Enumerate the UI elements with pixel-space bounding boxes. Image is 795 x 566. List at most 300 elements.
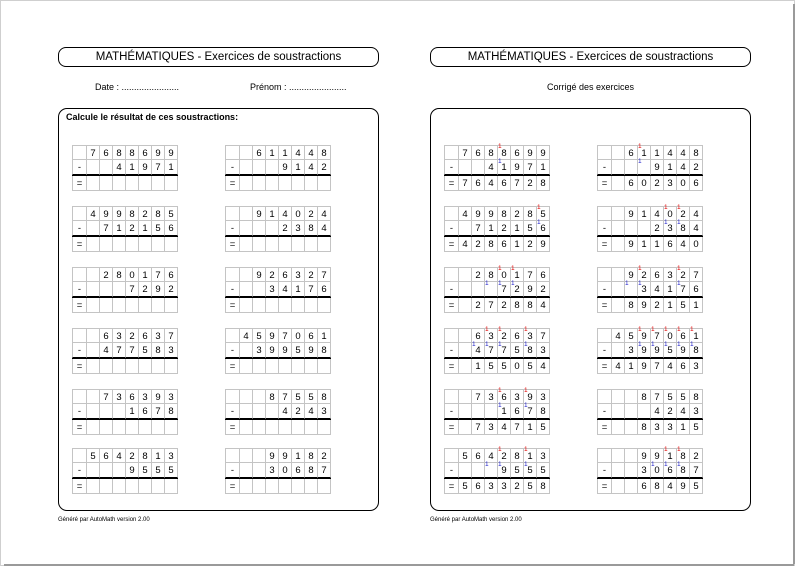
digit-cell	[240, 145, 253, 160]
digit-cell: 8	[305, 221, 318, 236]
digit-cell: 7	[511, 176, 524, 191]
result-row	[225, 420, 331, 435]
digit-cell: 1	[126, 160, 139, 175]
carry-mark: 1	[677, 280, 681, 287]
digit-cell: 3	[165, 389, 178, 404]
carry-mark: 1	[511, 280, 515, 287]
digit-cell	[240, 359, 253, 374]
correction-8	[597, 328, 703, 374]
digit-cell: 3	[651, 420, 664, 435]
operator-cell	[597, 145, 612, 160]
digit-cell: 4	[498, 420, 511, 435]
digit-cell: 2 1	[677, 206, 690, 221]
operator-cell	[597, 206, 612, 221]
digit-cell: 5	[511, 343, 524, 358]
operator-cell: =	[72, 420, 87, 435]
borrow-mark: 1	[498, 143, 502, 150]
digit-cell: 9	[126, 463, 139, 478]
carry-mark: 1	[677, 341, 681, 348]
digit-cell: 8	[638, 420, 651, 435]
minuend-row	[444, 328, 550, 343]
operator-cell: =	[225, 420, 240, 435]
borrow-mark: 1	[537, 204, 541, 211]
digit-cell: 4	[664, 145, 677, 160]
digit-cell: 9	[152, 389, 165, 404]
digit-cell: 1	[651, 237, 664, 252]
digit-cell	[305, 176, 318, 191]
borrow-mark: 1	[677, 265, 681, 272]
minuend-row	[225, 389, 331, 404]
digit-cell	[266, 221, 279, 236]
digit-cell	[126, 420, 139, 435]
borrow-mark: 1	[485, 326, 489, 333]
digit-cell: 9	[625, 237, 638, 252]
result-row	[225, 359, 331, 374]
digit-cell: 6	[472, 328, 485, 343]
digit-cell: 2	[690, 160, 703, 175]
digit-cell: 3	[664, 420, 677, 435]
digit-cell: 7	[472, 221, 485, 236]
operator-cell	[72, 328, 87, 343]
digit-cell	[87, 404, 100, 419]
digit-cell: 4	[651, 404, 664, 419]
digit-cell: 3	[638, 463, 651, 478]
digit-cell: 2	[279, 221, 292, 236]
digit-cell: 5 1	[664, 343, 677, 358]
operator-cell: =	[72, 359, 87, 374]
digit-cell: 5	[664, 389, 677, 404]
digit-cell: 0	[126, 267, 139, 282]
digit-cell	[87, 479, 100, 494]
digit-cell	[100, 237, 113, 252]
digit-cell	[472, 160, 485, 175]
digit-cell: 9	[638, 359, 651, 374]
digit-cell	[638, 404, 651, 419]
digit-cell	[165, 359, 178, 374]
operator-cell	[225, 206, 240, 221]
digit-cell: 5	[537, 463, 550, 478]
digit-cell: 5	[305, 389, 318, 404]
digit-cell	[113, 282, 126, 297]
digit-cell: 9	[266, 343, 279, 358]
digit-cell: 2	[318, 160, 331, 175]
digit-cell: 8	[126, 145, 139, 160]
operator-cell: -	[72, 282, 87, 297]
subtrahend-row	[597, 282, 703, 298]
digit-cell	[318, 237, 331, 252]
digit-cell: 0	[638, 176, 651, 191]
digit-cell	[625, 463, 638, 478]
digit-cell	[253, 404, 266, 419]
subtrahend-row	[72, 463, 178, 479]
digit-cell: 7	[305, 282, 318, 297]
digit-cell: 4	[537, 359, 550, 374]
digit-cell: 1	[537, 160, 550, 175]
minuend-row	[444, 145, 550, 160]
correction-2	[597, 145, 703, 191]
digit-cell: 8	[537, 404, 550, 419]
digit-cell: 9	[625, 267, 638, 282]
digit-cell: 7	[152, 267, 165, 282]
digit-cell: 3	[292, 267, 305, 282]
operator-cell: =	[444, 420, 459, 435]
operator-cell: =	[597, 479, 612, 494]
digit-cell: 5	[152, 463, 165, 478]
digit-cell: 6	[625, 176, 638, 191]
digit-cell	[113, 463, 126, 478]
digit-cell	[292, 479, 305, 494]
operator-cell: -	[597, 221, 612, 236]
digit-cell	[459, 221, 472, 236]
digit-cell	[612, 298, 625, 313]
operator-cell	[597, 389, 612, 404]
digit-cell	[625, 420, 638, 435]
digit-cell: 2	[472, 298, 485, 313]
operator-cell: -	[225, 221, 240, 236]
digit-cell: 6	[472, 448, 485, 463]
digit-cell: 4	[318, 206, 331, 221]
digit-cell: 7	[279, 389, 292, 404]
digit-cell	[266, 420, 279, 435]
correction-3	[444, 206, 550, 252]
digit-cell: 5	[498, 359, 511, 374]
digit-cell: 1	[292, 448, 305, 463]
operator-cell	[597, 267, 612, 282]
digit-cell: 1	[152, 448, 165, 463]
digit-cell: 3	[511, 389, 524, 404]
digit-cell	[253, 420, 266, 435]
digit-cell	[240, 237, 253, 252]
operator-cell: -	[444, 282, 459, 297]
digit-cell: 7 1	[485, 343, 498, 358]
digit-cell: 2	[651, 176, 664, 191]
digit-cell: 8	[638, 389, 651, 404]
carry-mark: 1	[664, 341, 668, 348]
operator-cell: =	[225, 237, 240, 252]
right-title: MATHÉMATIQUES - Exercices de soustractions	[430, 47, 751, 67]
digit-cell: 1	[266, 145, 279, 160]
digit-cell: 1	[677, 420, 690, 435]
digit-cell: 8	[524, 206, 537, 221]
correction-12	[597, 448, 703, 494]
correction-4	[597, 206, 703, 252]
digit-cell: 5	[524, 221, 537, 236]
digit-cell: 6	[292, 463, 305, 478]
digit-cell: 3 1	[638, 282, 651, 297]
digit-cell: 7 1	[498, 282, 511, 297]
digit-cell: 4	[664, 479, 677, 494]
digit-cell	[292, 298, 305, 313]
digit-cell	[472, 404, 485, 419]
digit-cell: 7	[318, 463, 331, 478]
right-footer: Généré par AutoMath version 2.00	[430, 517, 522, 523]
digit-cell: 0 1	[498, 267, 511, 282]
digit-cell: 3	[485, 420, 498, 435]
digit-cell: 4	[651, 282, 664, 297]
digit-cell: 8	[152, 343, 165, 358]
digit-cell	[292, 420, 305, 435]
digit-cell: 8	[690, 145, 703, 160]
digit-cell	[139, 420, 152, 435]
digit-cell: 2	[292, 404, 305, 419]
digit-cell: 7	[459, 176, 472, 191]
correction-10	[597, 389, 703, 435]
borrow-mark: 1	[638, 326, 642, 333]
exercise-5	[72, 267, 178, 313]
digit-cell	[612, 343, 625, 358]
carry-mark: 1	[677, 219, 681, 226]
carry-mark: 1	[638, 158, 642, 165]
digit-cell	[612, 282, 625, 297]
digit-cell	[240, 404, 253, 419]
digit-cell: 3	[498, 479, 511, 494]
borrow-mark: 1	[664, 204, 668, 211]
digit-cell	[318, 298, 331, 313]
digit-cell: 5	[677, 298, 690, 313]
carry-mark: 1	[498, 280, 502, 287]
result-row	[225, 237, 331, 252]
digit-cell: 9	[113, 206, 126, 221]
digit-cell	[305, 237, 318, 252]
digit-cell	[152, 420, 165, 435]
digit-cell: 5	[690, 479, 703, 494]
digit-cell: 4	[113, 448, 126, 463]
operator-cell: -	[225, 160, 240, 175]
digit-cell: 9	[279, 448, 292, 463]
digit-cell: 4	[612, 328, 625, 343]
digit-cell: 4	[459, 237, 472, 252]
digit-cell: 8	[113, 267, 126, 282]
digit-cell	[459, 160, 472, 175]
digit-cell	[240, 206, 253, 221]
digit-cell: 3	[485, 389, 498, 404]
digit-cell: 7	[524, 160, 537, 175]
digit-cell: 7	[113, 343, 126, 358]
digit-cell: 1	[472, 359, 485, 374]
digit-cell: 8	[537, 176, 550, 191]
minuend-row	[225, 145, 331, 160]
digit-cell: 2	[511, 479, 524, 494]
digit-cell: 1	[638, 237, 651, 252]
digit-cell: 9	[266, 328, 279, 343]
digit-cell	[87, 389, 100, 404]
digit-cell: 3	[152, 328, 165, 343]
digit-cell: 4	[677, 404, 690, 419]
correction-11	[444, 448, 550, 494]
digit-cell: 6	[677, 359, 690, 374]
digit-cell: 4	[677, 237, 690, 252]
digit-cell: 4	[318, 221, 331, 236]
result-row	[72, 237, 178, 252]
digit-cell	[100, 463, 113, 478]
result-row	[444, 176, 550, 191]
digit-cell	[152, 237, 165, 252]
digit-cell: 5	[152, 221, 165, 236]
digit-cell	[253, 221, 266, 236]
digit-cell: 7	[126, 343, 139, 358]
operator-cell	[72, 145, 87, 160]
result-row	[444, 298, 550, 313]
result-row	[72, 176, 178, 191]
correction-subtitle: Corrigé des exercices	[546, 82, 635, 92]
digit-cell: 6	[139, 404, 152, 419]
digit-cell	[459, 463, 472, 478]
subtrahend-row	[597, 463, 703, 479]
digit-cell: 8	[266, 389, 279, 404]
digit-cell: 2	[305, 206, 318, 221]
digit-cell: 5	[511, 463, 524, 478]
digit-cell: 1	[485, 221, 498, 236]
digit-cell: 4	[677, 160, 690, 175]
digit-cell: 1	[279, 145, 292, 160]
digit-cell: 6	[165, 221, 178, 236]
subtrahend-row	[597, 160, 703, 176]
digit-cell: 5	[253, 328, 266, 343]
digit-cell: 3	[690, 359, 703, 374]
digit-cell: 3	[690, 404, 703, 419]
digit-cell: 6	[651, 267, 664, 282]
operator-cell: -	[597, 160, 612, 175]
digit-cell	[625, 479, 638, 494]
digit-cell: 3 1	[485, 328, 498, 343]
carry-mark: 1	[690, 341, 694, 348]
digit-cell	[240, 298, 253, 313]
digit-cell	[113, 237, 126, 252]
digit-cell	[279, 359, 292, 374]
digit-cell: 0 1	[664, 328, 677, 343]
digit-cell: 1	[113, 221, 126, 236]
digit-cell: 3 1	[664, 221, 677, 236]
digit-cell	[87, 160, 100, 175]
digit-cell: 3	[165, 448, 178, 463]
digit-cell	[126, 479, 139, 494]
digit-cell: 9	[279, 160, 292, 175]
result-row	[444, 237, 550, 252]
digit-cell: 3	[113, 328, 126, 343]
digit-cell	[638, 160, 651, 175]
digit-cell	[100, 176, 113, 191]
digit-cell: 1	[511, 221, 524, 236]
digit-cell: 4	[690, 221, 703, 236]
minuend-row	[597, 145, 703, 160]
operator-cell	[444, 267, 459, 282]
digit-cell	[625, 404, 638, 419]
digit-cell: 5	[690, 420, 703, 435]
digit-cell	[612, 237, 625, 252]
digit-cell: 1	[638, 206, 651, 221]
digit-cell: 1	[292, 160, 305, 175]
digit-cell: 1	[664, 282, 677, 297]
minuend-row	[444, 206, 550, 221]
digit-cell: 2	[690, 448, 703, 463]
digit-cell	[638, 221, 651, 236]
operator-cell: =	[225, 359, 240, 374]
minuend-row	[597, 448, 703, 463]
digit-cell: 7 1	[677, 282, 690, 297]
subtrahend-row	[72, 160, 178, 176]
digit-cell: 8	[524, 298, 537, 313]
digit-cell: 9	[638, 298, 651, 313]
operator-cell: =	[444, 359, 459, 374]
digit-cell: 6	[690, 176, 703, 191]
carry-mark: 1	[638, 280, 642, 287]
operator-cell	[444, 145, 459, 160]
digit-cell	[240, 282, 253, 297]
digit-cell: 5 1	[524, 463, 537, 478]
carry-mark: 1	[524, 461, 528, 468]
operator-cell: -	[597, 463, 612, 478]
digit-cell: 3 1	[524, 328, 537, 343]
digit-cell: 2	[537, 282, 550, 297]
digit-cell: 7	[87, 145, 100, 160]
borrow-mark: 1	[664, 326, 668, 333]
digit-cell: 5	[524, 359, 537, 374]
digit-cell: 8	[113, 145, 126, 160]
digit-cell: 8	[625, 298, 638, 313]
digit-cell	[87, 298, 100, 313]
digit-cell	[253, 160, 266, 175]
digit-cell	[625, 448, 638, 463]
digit-cell: 3	[253, 343, 266, 358]
digit-cell: 6	[537, 267, 550, 282]
digit-cell: 2	[305, 267, 318, 282]
digit-cell	[165, 237, 178, 252]
exercise-2	[225, 145, 331, 191]
operator-cell: =	[72, 237, 87, 252]
digit-cell: 4	[485, 448, 498, 463]
digit-cell: 3	[318, 404, 331, 419]
carry-mark: 1	[651, 341, 655, 348]
minuend-row	[72, 389, 178, 404]
digit-cell: 6	[511, 145, 524, 160]
digit-cell	[279, 479, 292, 494]
digit-cell: 2	[100, 267, 113, 282]
digit-cell: 2	[126, 221, 139, 236]
digit-cell	[612, 176, 625, 191]
digit-cell	[318, 420, 331, 435]
digit-cell	[612, 267, 625, 282]
digit-cell: 7	[485, 298, 498, 313]
digit-cell: 4	[459, 206, 472, 221]
digit-cell: 6	[472, 176, 485, 191]
operator-cell: -	[225, 282, 240, 297]
operator-cell	[444, 448, 459, 463]
digit-cell: 2	[126, 448, 139, 463]
exercise-7	[72, 328, 178, 374]
digit-cell: 8	[485, 145, 498, 160]
digit-cell: 7	[152, 404, 165, 419]
borrow-mark: 1	[690, 326, 694, 333]
digit-cell	[305, 420, 318, 435]
operator-cell: =	[72, 176, 87, 191]
digit-cell: 4	[279, 206, 292, 221]
operator-cell: =	[597, 176, 612, 191]
digit-cell	[266, 298, 279, 313]
digit-cell: 6	[100, 145, 113, 160]
operator-cell: -	[225, 343, 240, 358]
digit-cell: 8	[165, 404, 178, 419]
digit-cell	[126, 176, 139, 191]
digit-cell	[266, 176, 279, 191]
digit-cell	[253, 359, 266, 374]
digit-cell	[459, 359, 472, 374]
digit-cell: 0	[511, 359, 524, 374]
digit-cell	[87, 328, 100, 343]
digit-cell: 6	[664, 237, 677, 252]
digit-cell	[113, 298, 126, 313]
digit-cell: 8 1	[677, 463, 690, 478]
digit-cell: 0 1	[651, 463, 664, 478]
